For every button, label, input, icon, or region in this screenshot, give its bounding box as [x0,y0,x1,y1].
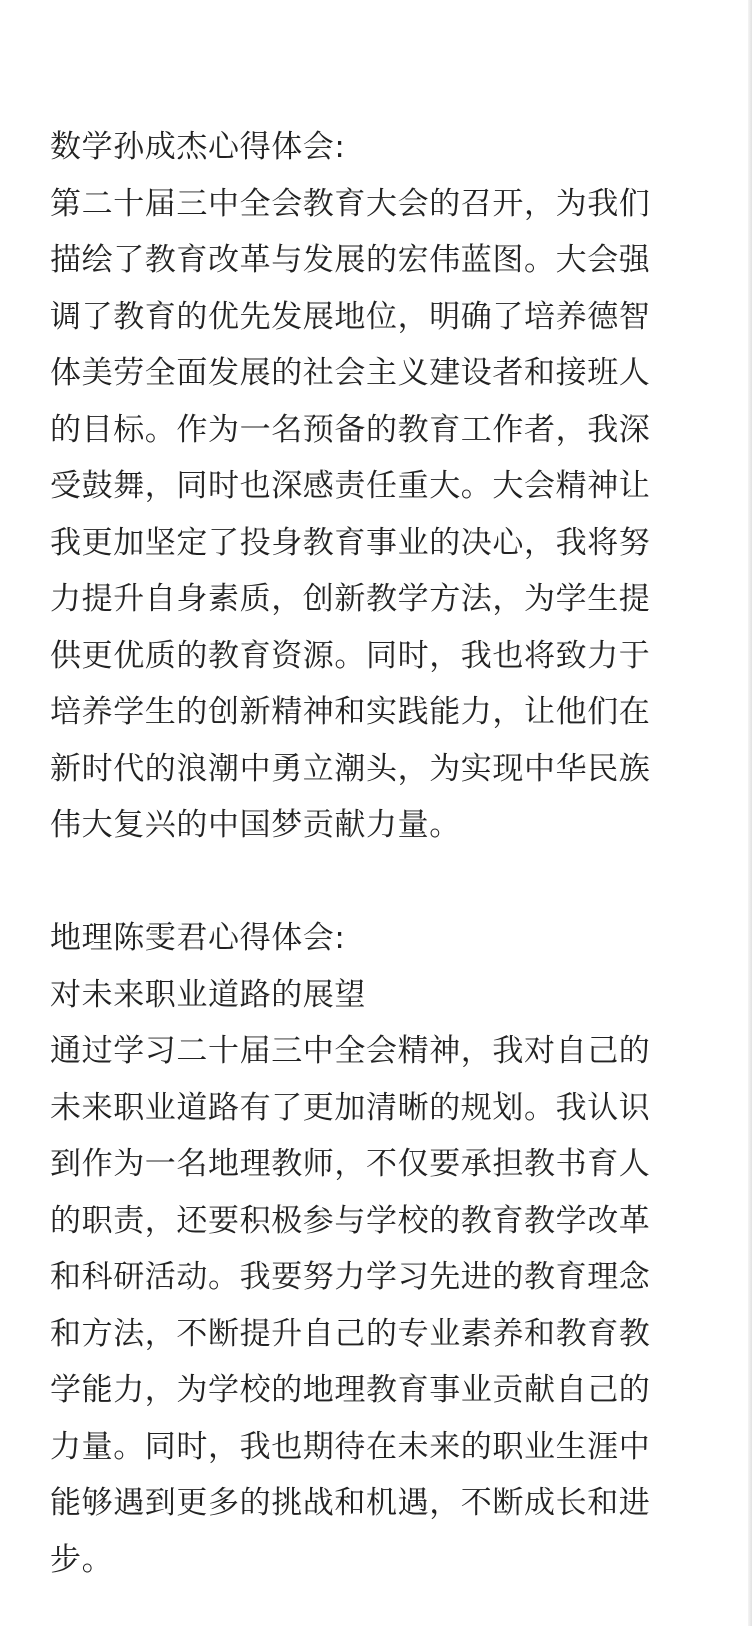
paragraph-line: 和科研活动。我要努力学习先进的教育理念 [50,1259,651,1295]
paragraph-line: 到作为一名地理教师，不仅要承担教书育人 [50,1146,651,1182]
paragraph-line: 体美劳全面发展的社会主义建设者和接班人 [50,355,651,391]
paragraph-line: 培养学生的创新精神和实践能力，让他们在 [50,694,651,730]
paragraph-line: 第二十届三中全会教育大会的召开，为我们 [50,185,651,222]
section1-heading: 数学孙成杰心得体会: [50,129,346,165]
paragraph-line: 的目标。作为一名预备的教育工作者，我深 [50,411,651,448]
section2-heading: 地理陈雯君心得体会: [50,920,346,956]
paragraph-line: 伟大复兴的中国梦贡献力量。 [50,807,461,843]
paragraph-line: 描绘了教育改革与发展的宏伟蓝图。大会强 [50,242,651,278]
paragraph-line: 新时代的浪潮中勇立潮头，为实现中华民族 [50,750,651,787]
paragraph-line: 通过学习二十届三中全会精神，我对自己的 [50,1033,651,1069]
section2-subtitle: 对未来职业道路的展望 [50,976,366,1013]
paragraph-line: 力提升自身素质，创新教学方法，为学生提 [50,581,651,617]
article-body [50,119,715,1588]
paragraph-line: 受鼓舞，同时也深感责任重大。大会精神让 [50,468,651,504]
paragraph-line: 步。 [50,1541,114,1578]
paragraph-line: 和方法，不断提升自己的专业素养和教育教 [50,1315,651,1352]
paragraph-line: 调了教育的优先发展地位，明确了培养德智 [50,298,651,335]
section-spacer [50,854,715,911]
paragraph-line: 学能力，为学校的地理教育事业贡献自己的 [50,1372,651,1408]
page-right-edge [748,0,752,1626]
paragraph-line: 能够遇到更多的挑战和机遇，不断成长和进 [50,1485,651,1521]
paragraph-line: 供更优质的教育资源。同时，我也将致力于 [50,637,651,674]
paragraph-line: 力量。同时，我也期待在未来的职业生涯中 [50,1428,651,1465]
paragraph-line: 未来职业道路有了更加清晰的规划。我认识 [50,1089,651,1126]
paragraph-line: 的职责，还要积极参与学校的教育教学改革 [50,1202,651,1239]
paragraph-line: 我更加坚定了投身教育事业的决心，我将努 [50,524,651,561]
